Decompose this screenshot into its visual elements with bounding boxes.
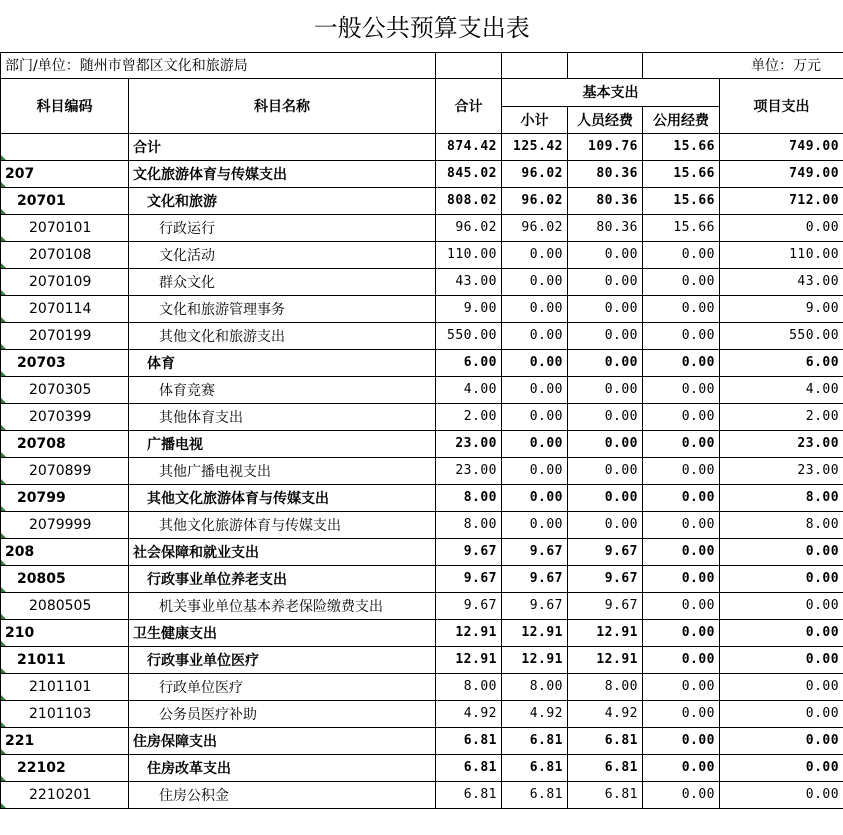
personnel-cell: 12.91 bbox=[568, 619, 643, 646]
header-code: 科目编码 bbox=[1, 78, 129, 133]
subtotal-cell: 0.00 bbox=[502, 268, 568, 295]
project-cell: 2.00 bbox=[720, 403, 843, 430]
project-cell: 0.00 bbox=[720, 619, 843, 646]
public-cell: 0.00 bbox=[643, 484, 720, 511]
info-empty-cell bbox=[568, 52, 643, 78]
header-subtotal: 小计 bbox=[502, 106, 568, 133]
personnel-cell: 6.81 bbox=[568, 727, 643, 754]
total-cell: 874.42 bbox=[436, 133, 502, 160]
project-cell: 4.00 bbox=[720, 376, 843, 403]
name-cell: 群众文化 bbox=[129, 268, 436, 295]
project-cell: 0.00 bbox=[720, 538, 843, 565]
subtotal-cell: 6.81 bbox=[502, 754, 568, 781]
code-cell: 2070108 bbox=[1, 241, 129, 268]
personnel-cell: 4.92 bbox=[568, 700, 643, 727]
project-cell: 749.00 bbox=[720, 133, 843, 160]
subtotal-cell: 0.00 bbox=[502, 511, 568, 538]
project-cell: 6.00 bbox=[720, 349, 843, 376]
table-row bbox=[1, 187, 843, 214]
public-cell: 0.00 bbox=[643, 700, 720, 727]
public-cell: 0.00 bbox=[643, 754, 720, 781]
table-row bbox=[1, 322, 843, 349]
total-cell: 9.00 bbox=[436, 295, 502, 322]
code-cell: 2210201 bbox=[1, 781, 129, 808]
code-cell: 22102 bbox=[1, 754, 129, 781]
total-cell: 9.67 bbox=[436, 538, 502, 565]
public-cell: 0.00 bbox=[643, 241, 720, 268]
table-row bbox=[1, 511, 843, 538]
total-cell: 6.81 bbox=[436, 754, 502, 781]
name-cell: 文化和旅游 bbox=[129, 187, 436, 214]
name-cell: 卫生健康支出 bbox=[129, 619, 436, 646]
code-cell: 2070199 bbox=[1, 322, 129, 349]
project-cell: 8.00 bbox=[720, 484, 843, 511]
table-row bbox=[1, 133, 843, 160]
name-cell: 行政运行 bbox=[129, 214, 436, 241]
code-cell: 210 bbox=[1, 619, 129, 646]
public-cell: 0.00 bbox=[643, 349, 720, 376]
table-row bbox=[1, 430, 843, 457]
total-cell: 845.02 bbox=[436, 160, 502, 187]
table-row bbox=[1, 349, 843, 376]
public-cell: 0.00 bbox=[643, 565, 720, 592]
personnel-cell: 6.81 bbox=[568, 754, 643, 781]
name-cell: 社会保障和就业支出 bbox=[129, 538, 436, 565]
total-cell: 23.00 bbox=[436, 430, 502, 457]
project-cell: 712.00 bbox=[720, 187, 843, 214]
name-cell: 文化和旅游管理事务 bbox=[129, 295, 436, 322]
header-basic: 基本支出 bbox=[502, 78, 720, 106]
subtotal-cell: 0.00 bbox=[502, 484, 568, 511]
personnel-cell: 9.67 bbox=[568, 565, 643, 592]
name-cell: 住房公积金 bbox=[129, 781, 436, 808]
total-cell: 4.00 bbox=[436, 376, 502, 403]
table-row bbox=[1, 241, 843, 268]
subtotal-cell: 0.00 bbox=[502, 376, 568, 403]
table-row bbox=[1, 214, 843, 241]
total-cell: 8.00 bbox=[436, 511, 502, 538]
project-cell: 0.00 bbox=[720, 754, 843, 781]
subtotal-cell: 96.02 bbox=[502, 160, 568, 187]
public-cell: 0.00 bbox=[643, 727, 720, 754]
code-cell: 2079999 bbox=[1, 511, 129, 538]
table-row bbox=[1, 700, 843, 727]
total-cell: 6.81 bbox=[436, 727, 502, 754]
public-cell: 15.66 bbox=[643, 187, 720, 214]
project-cell: 0.00 bbox=[720, 781, 843, 808]
personnel-cell: 0.00 bbox=[568, 295, 643, 322]
code-cell: 2070109 bbox=[1, 268, 129, 295]
table-row bbox=[1, 538, 843, 565]
subtotal-cell: 0.00 bbox=[502, 349, 568, 376]
public-cell: 0.00 bbox=[643, 430, 720, 457]
code-cell bbox=[1, 133, 129, 160]
code-cell: 2101103 bbox=[1, 700, 129, 727]
personnel-cell: 0.00 bbox=[568, 511, 643, 538]
personnel-cell: 0.00 bbox=[568, 376, 643, 403]
project-cell: 0.00 bbox=[720, 592, 843, 619]
personnel-cell: 0.00 bbox=[568, 484, 643, 511]
public-cell: 0.00 bbox=[643, 376, 720, 403]
unit-label: 单位：万元 bbox=[643, 52, 843, 78]
public-cell: 0.00 bbox=[643, 295, 720, 322]
project-cell: 43.00 bbox=[720, 268, 843, 295]
subtotal-cell: 8.00 bbox=[502, 673, 568, 700]
info-empty-cell bbox=[502, 52, 568, 78]
project-cell: 0.00 bbox=[720, 700, 843, 727]
subtotal-cell: 125.42 bbox=[502, 133, 568, 160]
table-row bbox=[1, 457, 843, 484]
header-project: 项目支出 bbox=[720, 78, 843, 133]
table-row bbox=[1, 619, 843, 646]
table-row bbox=[1, 403, 843, 430]
public-cell: 0.00 bbox=[643, 619, 720, 646]
subtotal-cell: 0.00 bbox=[502, 403, 568, 430]
code-cell: 20708 bbox=[1, 430, 129, 457]
subtotal-cell: 9.67 bbox=[502, 565, 568, 592]
total-cell: 550.00 bbox=[436, 322, 502, 349]
total-cell: 110.00 bbox=[436, 241, 502, 268]
public-cell: 0.00 bbox=[643, 538, 720, 565]
public-cell: 0.00 bbox=[643, 592, 720, 619]
header-total: 合计 bbox=[436, 78, 502, 133]
personnel-cell: 0.00 bbox=[568, 430, 643, 457]
name-cell: 行政单位医疗 bbox=[129, 673, 436, 700]
project-cell: 0.00 bbox=[720, 646, 843, 673]
personnel-cell: 109.76 bbox=[568, 133, 643, 160]
name-cell: 广播电视 bbox=[129, 430, 436, 457]
public-cell: 0.00 bbox=[643, 403, 720, 430]
subtotal-cell: 0.00 bbox=[502, 322, 568, 349]
project-cell: 23.00 bbox=[720, 430, 843, 457]
name-cell: 其他文化旅游体育与传媒支出 bbox=[129, 484, 436, 511]
name-cell: 其他广播电视支出 bbox=[129, 457, 436, 484]
personnel-cell: 12.91 bbox=[568, 646, 643, 673]
project-cell: 23.00 bbox=[720, 457, 843, 484]
code-cell: 2070305 bbox=[1, 376, 129, 403]
subtotal-cell: 6.81 bbox=[502, 781, 568, 808]
name-cell: 体育竞赛 bbox=[129, 376, 436, 403]
subtotal-cell: 9.67 bbox=[502, 538, 568, 565]
total-cell: 12.91 bbox=[436, 619, 502, 646]
total-cell: 12.91 bbox=[436, 646, 502, 673]
total-cell: 43.00 bbox=[436, 268, 502, 295]
name-cell: 体育 bbox=[129, 349, 436, 376]
info-empty-cell bbox=[436, 52, 502, 78]
code-cell: 20799 bbox=[1, 484, 129, 511]
code-cell: 2070101 bbox=[1, 214, 129, 241]
subtotal-cell: 0.00 bbox=[502, 241, 568, 268]
project-cell: 0.00 bbox=[720, 673, 843, 700]
total-cell: 6.00 bbox=[436, 349, 502, 376]
department-label: 部门/单位：随州市曾都区文化和旅游局 bbox=[1, 52, 436, 78]
total-cell: 9.67 bbox=[436, 592, 502, 619]
name-cell: 住房改革支出 bbox=[129, 754, 436, 781]
public-cell: 0.00 bbox=[643, 673, 720, 700]
public-cell: 15.66 bbox=[643, 133, 720, 160]
personnel-cell: 0.00 bbox=[568, 403, 643, 430]
subtotal-cell: 96.02 bbox=[502, 214, 568, 241]
public-cell: 0.00 bbox=[643, 457, 720, 484]
total-cell: 8.00 bbox=[436, 484, 502, 511]
name-cell: 住房保障支出 bbox=[129, 727, 436, 754]
table-row bbox=[1, 565, 843, 592]
code-cell: 2080505 bbox=[1, 592, 129, 619]
table-row bbox=[1, 673, 843, 700]
personnel-cell: 0.00 bbox=[568, 268, 643, 295]
table-row bbox=[1, 754, 843, 781]
project-cell: 9.00 bbox=[720, 295, 843, 322]
table-row bbox=[1, 646, 843, 673]
name-cell: 公务员医疗补助 bbox=[129, 700, 436, 727]
personnel-cell: 9.67 bbox=[568, 538, 643, 565]
name-cell: 其他体育支出 bbox=[129, 403, 436, 430]
personnel-cell: 80.36 bbox=[568, 214, 643, 241]
project-cell: 0.00 bbox=[720, 214, 843, 241]
public-cell: 0.00 bbox=[643, 646, 720, 673]
total-cell: 23.00 bbox=[436, 457, 502, 484]
personnel-cell: 0.00 bbox=[568, 241, 643, 268]
sheet-title: 一般公共预算支出表 bbox=[1, 0, 843, 52]
public-cell: 0.00 bbox=[643, 268, 720, 295]
personnel-cell: 9.67 bbox=[568, 592, 643, 619]
code-cell: 221 bbox=[1, 727, 129, 754]
table-row bbox=[1, 727, 843, 754]
code-cell: 208 bbox=[1, 538, 129, 565]
table-row bbox=[1, 781, 843, 808]
code-cell: 2101101 bbox=[1, 673, 129, 700]
personnel-cell: 0.00 bbox=[568, 349, 643, 376]
public-cell: 15.66 bbox=[643, 160, 720, 187]
header-public: 公用经费 bbox=[643, 106, 720, 133]
table-row bbox=[1, 295, 843, 322]
total-cell: 9.67 bbox=[436, 565, 502, 592]
code-cell: 20701 bbox=[1, 187, 129, 214]
table-row bbox=[1, 376, 843, 403]
project-cell: 8.00 bbox=[720, 511, 843, 538]
code-cell: 20805 bbox=[1, 565, 129, 592]
code-cell: 2070114 bbox=[1, 295, 129, 322]
subtotal-cell: 0.00 bbox=[502, 295, 568, 322]
table-row bbox=[1, 592, 843, 619]
project-cell: 0.00 bbox=[720, 565, 843, 592]
table-row bbox=[1, 484, 843, 511]
total-cell: 4.92 bbox=[436, 700, 502, 727]
subtotal-cell: 12.91 bbox=[502, 619, 568, 646]
project-cell: 550.00 bbox=[720, 322, 843, 349]
personnel-cell: 8.00 bbox=[568, 673, 643, 700]
name-cell: 行政事业单位医疗 bbox=[129, 646, 436, 673]
personnel-cell: 80.36 bbox=[568, 160, 643, 187]
table-row bbox=[1, 268, 843, 295]
total-cell: 2.00 bbox=[436, 403, 502, 430]
table-row bbox=[1, 160, 843, 187]
name-cell: 其他文化和旅游支出 bbox=[129, 322, 436, 349]
subtotal-cell: 0.00 bbox=[502, 430, 568, 457]
header-name: 科目名称 bbox=[129, 78, 436, 133]
public-cell: 0.00 bbox=[643, 781, 720, 808]
code-cell: 20703 bbox=[1, 349, 129, 376]
public-cell: 15.66 bbox=[643, 214, 720, 241]
header-personnel: 人员经费 bbox=[568, 106, 643, 133]
name-cell: 合计 bbox=[129, 133, 436, 160]
subtotal-cell: 4.92 bbox=[502, 700, 568, 727]
public-cell: 0.00 bbox=[643, 511, 720, 538]
name-cell: 文化活动 bbox=[129, 241, 436, 268]
code-cell: 2070899 bbox=[1, 457, 129, 484]
code-cell: 207 bbox=[1, 160, 129, 187]
name-cell: 行政事业单位养老支出 bbox=[129, 565, 436, 592]
subtotal-cell: 0.00 bbox=[502, 457, 568, 484]
personnel-cell: 6.81 bbox=[568, 781, 643, 808]
project-cell: 749.00 bbox=[720, 160, 843, 187]
project-cell: 0.00 bbox=[720, 727, 843, 754]
code-cell: 2070399 bbox=[1, 403, 129, 430]
personnel-cell: 0.00 bbox=[568, 322, 643, 349]
subtotal-cell: 9.67 bbox=[502, 592, 568, 619]
total-cell: 96.02 bbox=[436, 214, 502, 241]
total-cell: 6.81 bbox=[436, 781, 502, 808]
name-cell: 文化旅游体育与传媒支出 bbox=[129, 160, 436, 187]
name-cell: 其他文化旅游体育与传媒支出 bbox=[129, 511, 436, 538]
total-cell: 808.02 bbox=[436, 187, 502, 214]
total-cell: 8.00 bbox=[436, 673, 502, 700]
subtotal-cell: 12.91 bbox=[502, 646, 568, 673]
public-cell: 0.00 bbox=[643, 322, 720, 349]
personnel-cell: 0.00 bbox=[568, 457, 643, 484]
subtotal-cell: 6.81 bbox=[502, 727, 568, 754]
code-cell: 21011 bbox=[1, 646, 129, 673]
project-cell: 110.00 bbox=[720, 241, 843, 268]
name-cell: 机关事业单位基本养老保险缴费支出 bbox=[129, 592, 436, 619]
subtotal-cell: 96.02 bbox=[502, 187, 568, 214]
personnel-cell: 80.36 bbox=[568, 187, 643, 214]
